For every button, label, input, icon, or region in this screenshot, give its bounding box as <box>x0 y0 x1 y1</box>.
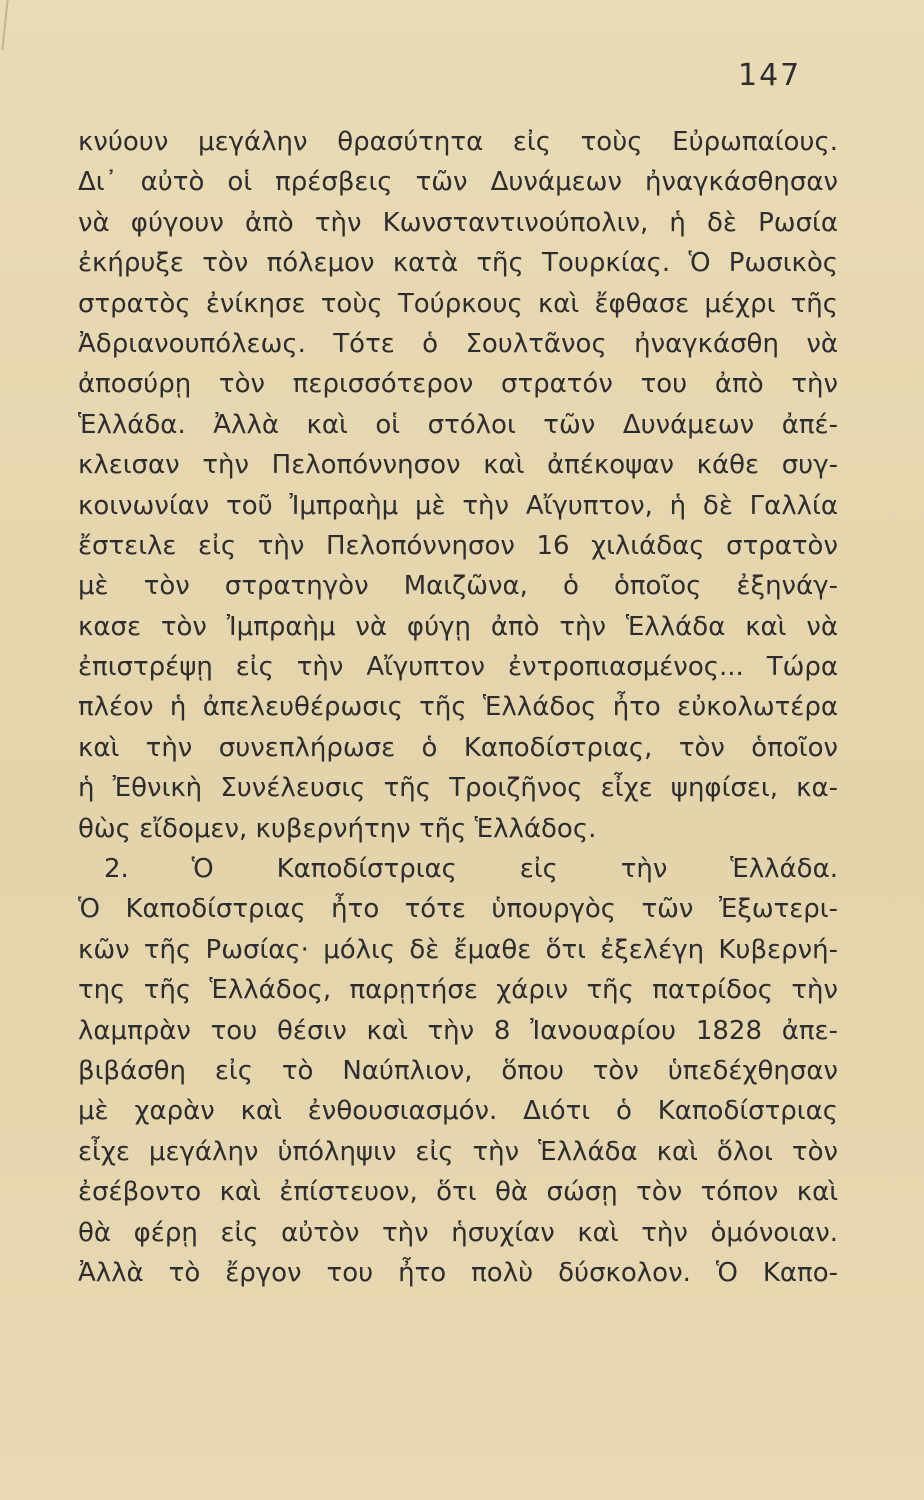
text-line: Ὁ Καποδίστριας ἦτο τότε ὑπουργὸς τῶν Ἐξωτερι- <box>78 894 838 925</box>
text-line: μὲ χαρὰν καὶ ἐνθουσιασμόν. Διότι ὁ Καποδίστριας <box>78 1096 838 1127</box>
page-number: 147 <box>738 58 802 93</box>
page-edge-mark <box>1 0 8 50</box>
text-line: εἶχε μεγάλην ὑπόληψιν εἰς τὴν Ἑλλάδα καὶ ὅλοι τὸν <box>78 1136 838 1167</box>
body-text <box>78 122 838 1293</box>
text-line: πλέον ἡ ἀπελευθέρωσις τῆς Ἑλλάδος ἦτο εὐκολωτέρα <box>78 692 838 723</box>
text-line: μὲ τὸν στρατηγὸν Μαιζῶνα, ὁ ὁποῖος ἐξηνάγ- <box>78 571 838 602</box>
text-line: κῶν τῆς Ρωσίας· μόλις δὲ ἔμαθε ὅτι ἐξελέγη Κυβερνή- <box>78 934 838 965</box>
text-line: Ἀδριανουπόλεως. Τότε ὁ Σουλτᾶνος ἠναγκάσθη νὰ <box>78 328 838 359</box>
text-line: ἐκήρυξε τὸν πόλεμον κατὰ τῆς Τουρκίας. Ὁ Ρωσικὸς <box>78 248 838 279</box>
text-line: στρατὸς ἐνίκησε τοὺς Τούρκους καὶ ἔφθασε μέχρι τῆς <box>78 288 838 319</box>
text-line: θὼς εἴδομεν, κυβερνήτην τῆς Ἑλλάδος. <box>78 813 597 844</box>
text-line: κνύουν μεγάλην θρασύτητα εἰς τοὺς Εὐρωπαίους. <box>78 127 838 157</box>
text-line: κλεισαν τὴν Πελοπόννησον καὶ ἀπέκοψαν κάθε συγ- <box>78 450 838 481</box>
text-line: νὰ φύγουν ἀπὸ τὴν Κωνσταντινούπολιν, ἡ δὲ Ρωσία <box>78 207 838 238</box>
text-line: θὰ φέρῃ εἰς αὐτὸν τὴν ἡσυχίαν καὶ τὴν ὁμόνοιαν. <box>78 1217 838 1248</box>
text-line: Ἑλλάδα. Ἀλλὰ καὶ οἱ στόλοι τῶν Δυνάμεων ἀπέ- <box>78 409 838 440</box>
text-line: κοινωνίαν τοῦ Ἰμπραὴμ μὲ τὴν Αἴγυπτον, ἡ δὲ Γαλλία <box>78 490 838 521</box>
section-heading: 2. Ὁ Καποδίστριας εἰς τὴν Ἑλλάδα. <box>104 854 838 885</box>
text-line: Ἀλλὰ τὸ ἔργον του ἦτο πολὺ δύσκολον. Ὁ Καπο- <box>78 1257 838 1288</box>
text-line: καὶ τὴν συνεπλήρωσε ὁ Καποδίστριας, τὸν ὁποῖον <box>78 732 838 763</box>
text-line: λαμπρὰν του θέσιν καὶ τὴν 8 Ἰανουαρίου 1828 ἀπε- <box>78 1015 838 1046</box>
text-line: της τῆς Ἑλλάδος, παρῃτήσε χάριν τῆς πατρίδος τὴν <box>78 975 838 1006</box>
text-line: ἐσέβοντο καὶ ἐπίστευον, ὅτι θὰ σώσῃ τὸν τόπον καὶ <box>78 1177 838 1208</box>
text-line: βιβάσθη εἰς τὸ Ναύπλιον, ὅπου τὸν ὑπεδέχθησαν <box>78 1055 838 1086</box>
text-line: ἐπιστρέψῃ εἰς τὴν Αἴγυπτον ἐντροπιασμένος... Τώρα <box>78 652 838 683</box>
text-line: Δι᾽ αὐτὸ οἱ πρέσβεις τῶν Δυνάμεων ἠναγκάσθησαν <box>78 167 838 198</box>
text-line: ἀποσύρῃ τὸν περισσότερον στρατόν του ἀπὸ τὴν <box>78 369 838 400</box>
text-line: ἡ Ἐθνικὴ Συνέλευσις τῆς Τροιζῆνος εἶχε ψηφίσει, κα- <box>78 773 838 804</box>
text-line: ἔστειλε εἰς τὴν Πελοπόννησον 16 χιλιάδας στρατὸν <box>78 530 838 561</box>
text-line: κασε τὸν Ἰμπραὴμ νὰ φύγῃ ἀπὸ τὴν Ἑλλάδα καὶ νὰ <box>78 611 838 642</box>
